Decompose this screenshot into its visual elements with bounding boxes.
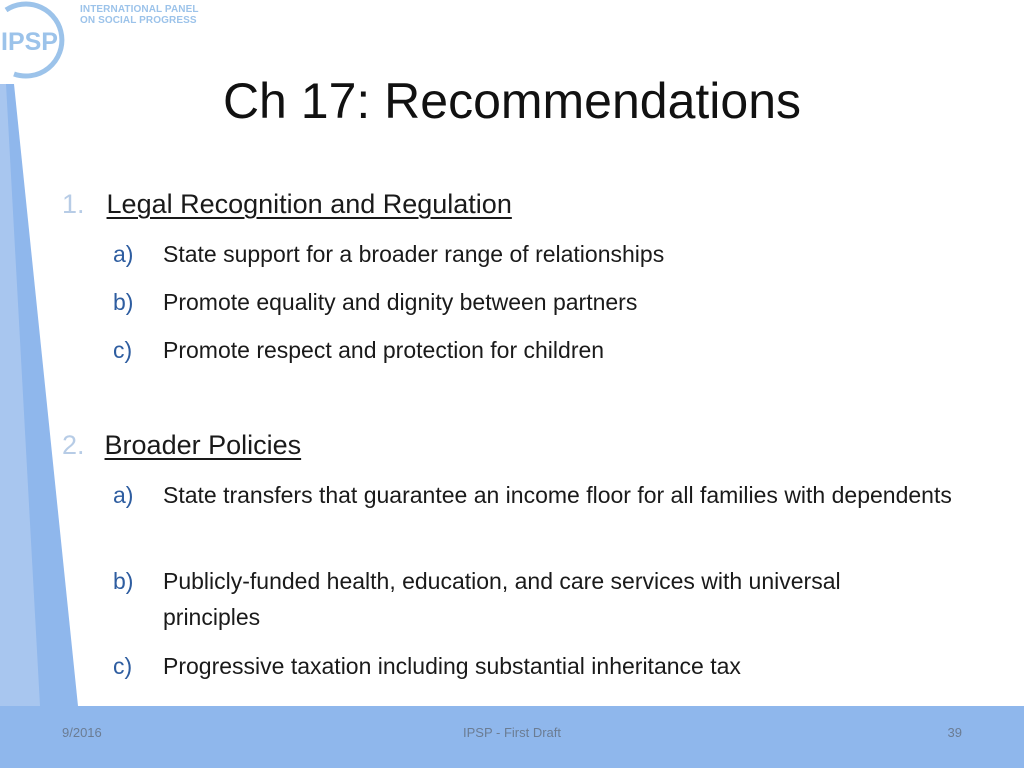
list-item xyxy=(113,648,973,684)
item-letter: b) xyxy=(113,568,134,594)
list-item xyxy=(113,236,973,272)
item-text: State support for a broader range of relationships xyxy=(163,241,665,267)
logo-line-1: INTERNATIONAL PANEL xyxy=(80,4,199,15)
item-text: Progressive taxation including substantial inheritance tax xyxy=(163,653,741,679)
logo-line-2: ON SOCIAL PROGRESS xyxy=(80,15,197,26)
ipsp-logo-mark-text: IPSP xyxy=(1,28,58,56)
item-letter: b) xyxy=(113,289,134,315)
list-item xyxy=(113,563,973,635)
section-heading-1 xyxy=(62,188,512,220)
section-number-1: 1. xyxy=(62,189,85,219)
list-item xyxy=(113,332,973,368)
item-text: Promote equality and dignity between partners xyxy=(163,289,638,315)
item-letter: c) xyxy=(113,337,133,363)
list-item xyxy=(113,284,973,320)
section-title-2: Broader Policies xyxy=(104,430,302,460)
slide-title: Ch 17: Recommendations xyxy=(222,73,802,129)
item-text: State transfers that guarantee an income floor for all families with dependents xyxy=(163,482,952,508)
item-letter: a) xyxy=(113,482,134,508)
footer-date: 9/2016 xyxy=(62,725,102,740)
item-text: Promote respect and protection for children xyxy=(163,337,605,363)
section-title-1: Legal Recognition and Regulation xyxy=(106,189,512,219)
item-letter: a) xyxy=(113,241,134,267)
list-item xyxy=(113,477,973,549)
footer-title: IPSP - First Draft xyxy=(463,725,561,740)
item-text: Publicly-funded health, education, and care services with universal principles xyxy=(163,568,841,630)
section-heading-2 xyxy=(62,429,301,461)
section-number-2: 2. xyxy=(62,430,85,460)
footer-page-number: 39 xyxy=(947,725,962,740)
item-letter: c) xyxy=(113,653,133,679)
ipsp-logo-text xyxy=(80,4,199,26)
